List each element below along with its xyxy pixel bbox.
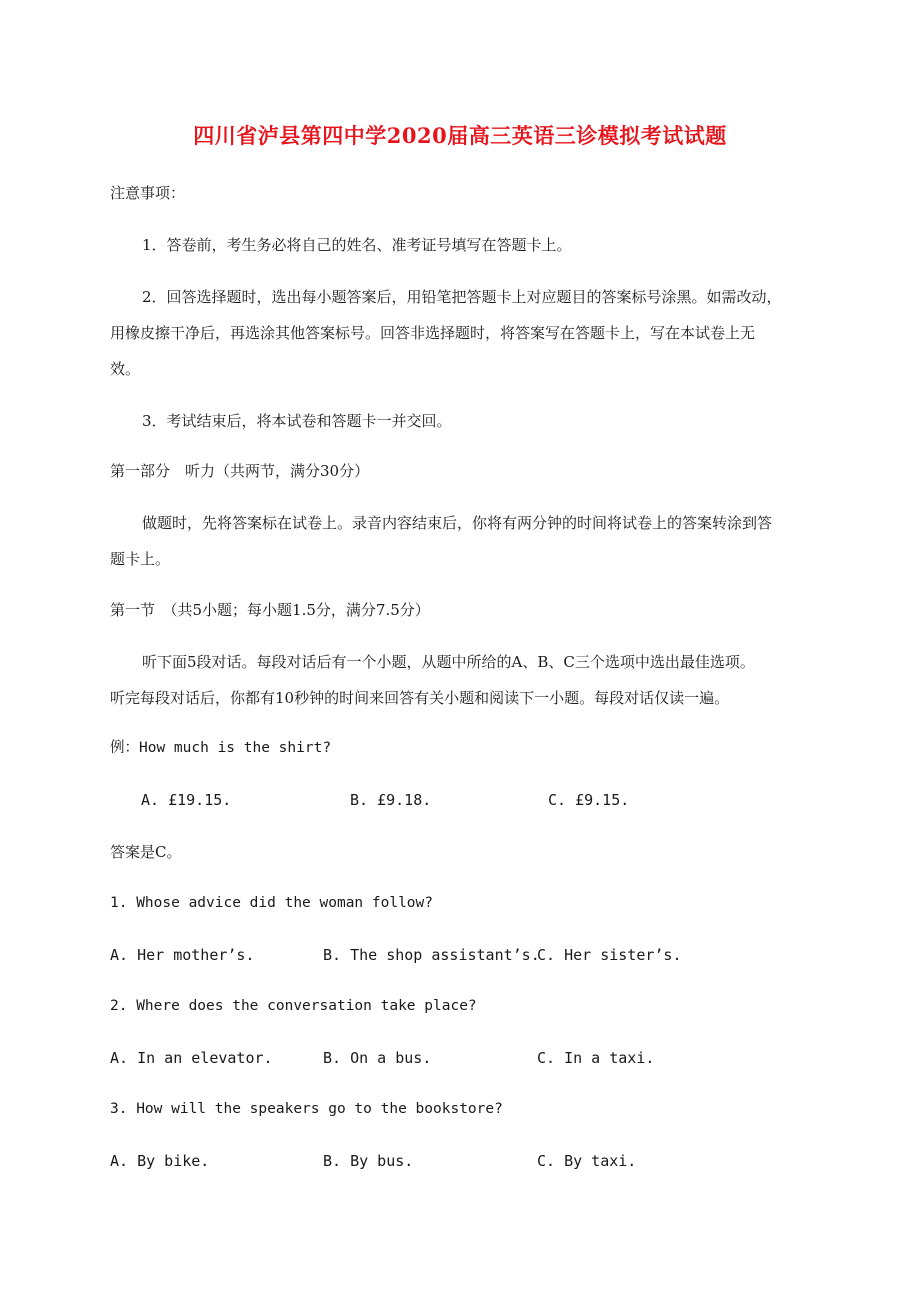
notice-item-2: 2．回答选择题时，选出每小题答案后，用铅笔把答题卡上对应题目的答案标号涂黑。如需改动，: [142, 288, 782, 306]
notice-item-2-end: 效。: [110, 360, 141, 378]
part-1-heading: 第一部分 听力（共两节，满分30分）: [110, 462, 370, 480]
example-option-b: B. £9.18.: [350, 791, 432, 809]
question-2-option-a: A. In an elevator.: [110, 1049, 273, 1067]
notice-item-3: 3．考试结束后，将本试卷和答题卡一并交回。: [142, 412, 452, 430]
question-1-option-c: C. Her sister’s.: [537, 946, 682, 964]
question-1-option-b: B. The shop assistant’s.: [323, 946, 540, 964]
example-option-c: C. £9.15.: [548, 791, 630, 809]
part-1-instruction-cont: 题卡上。: [110, 550, 171, 568]
section-1-heading: 第一节 （共5小题；每小题1.5分，满分7.5分）: [110, 601, 430, 619]
question-2-option-c: C. In a taxi.: [537, 1049, 655, 1067]
example-answer: 答案是C。: [110, 843, 182, 861]
section-1-instruction-cont: 听完每段对话后，你都有10秒钟的时间来回答有关小题和阅读下一小题。每段对话仅读一遍。: [110, 689, 730, 707]
section-1-instruction: 听下面5段对话。每段对话后有一个小题，从题中所给的A、B、C三个选项中选出最佳选项。: [142, 653, 755, 671]
notice-item-2-cont: 用橡皮擦干净后，再选涂其他答案标号。回答非选择题时，将答案写在答题卡上，写在本试卷上无: [110, 324, 756, 342]
question-3: 3. How will the speakers go to the bookstore?: [110, 1101, 503, 1117]
question-1-option-a: A. Her mother’s.: [110, 946, 255, 964]
question-3-option-b: B. By bus.: [323, 1152, 414, 1170]
page-title: 四川省泸县第四中学2020届高三英语三诊模拟考试试题: [193, 123, 727, 148]
question-1: 1. Whose advice did the woman follow?: [110, 895, 434, 911]
question-3-option-c: C. By taxi.: [537, 1152, 637, 1170]
question-2-option-b: B. On a bus.: [323, 1049, 432, 1067]
question-3-option-a: A. By bike.: [110, 1152, 210, 1170]
notice-heading: 注意事项：: [110, 184, 186, 202]
question-2: 2. Where does the conversation take place?: [110, 998, 477, 1014]
example-question: 例：How much is the shirt?: [110, 740, 332, 756]
notice-item-1: 1．答卷前，考生务必将自己的姓名、准考证号填写在答题卡上。: [142, 236, 572, 254]
part-1-instruction: 做题时，先将答案标在试卷上。录音内容结束后，你将有两分钟的时间将试卷上的答案转涂到答: [142, 514, 773, 532]
example-option-a: A. £19.15.: [141, 791, 232, 809]
